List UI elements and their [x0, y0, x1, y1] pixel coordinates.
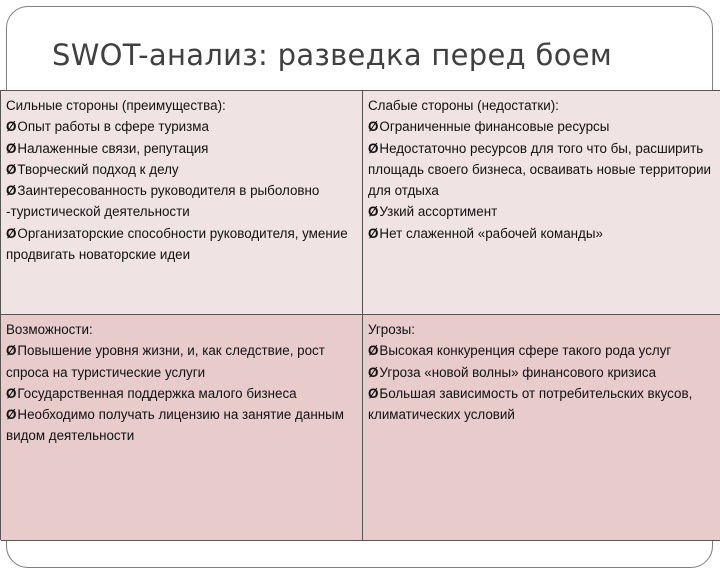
arrow-bullet-icon: Ø: [368, 343, 379, 359]
strength-item: ØОрганизаторские способности руководителя, умение продвигать новаторские идеи: [6, 225, 348, 263]
arrow-bullet-icon: Ø: [368, 385, 379, 401]
strength-item: ØТворческий подход к делу: [6, 161, 179, 177]
opportunity-item: ØПовышение уровня жизни, и, как следствие, рост спроса на туристические услуги: [6, 343, 325, 380]
arrow-bullet-icon: Ø: [368, 204, 379, 220]
threats-heading: Угрозы:: [368, 322, 416, 337]
weaknesses-cell: [363, 91, 720, 315]
opportunity-item: ØНеобходимо получать лицензию на занятие данным видом деятельности: [6, 407, 344, 444]
threat-item: ØВысокая конкуренция сфере такого рода услуг: [368, 343, 672, 359]
arrow-bullet-icon: Ø: [368, 140, 379, 156]
weakness-item: ØНет слаженной «рабочей команды»: [368, 225, 603, 241]
swot-table: [0, 90, 720, 540]
arrow-bullet-icon: Ø: [6, 385, 17, 401]
weakness-item: ØНедостаточно ресурсов для того что бы, расширить площадь своего бизнеса, осваивать новые территории для отдыха: [368, 140, 712, 199]
strengths-cell: [1, 91, 363, 315]
strength-item: ØОпыт работы в сфере туризма: [6, 119, 209, 135]
threat-item: ØУгроза «новой волны» финансового кризиса: [368, 364, 657, 380]
arrow-bullet-icon: Ø: [368, 119, 379, 135]
arrow-bullet-icon: Ø: [6, 183, 17, 199]
threats-cell: [363, 315, 720, 541]
strengths-heading: Сильные стороны (преимущества):: [6, 98, 226, 113]
arrow-bullet-icon: Ø: [6, 140, 17, 156]
opportunities-heading: Возможности:: [6, 322, 93, 337]
arrow-bullet-icon: Ø: [6, 343, 17, 359]
strength-item: ØНалаженные связи, репутация: [6, 140, 209, 156]
slide-title: SWOT-анализ: разведка перед боем: [52, 38, 613, 72]
arrow-bullet-icon: Ø: [6, 161, 17, 177]
arrow-bullet-icon: Ø: [6, 225, 17, 241]
weakness-item: ØУзкий ассортимент: [368, 204, 498, 220]
arrow-bullet-icon: Ø: [368, 364, 379, 380]
threat-item: ØБольшая зависимость от потребительских вкусов, климатических условий: [368, 385, 693, 423]
arrow-bullet-icon: Ø: [6, 119, 17, 135]
arrow-bullet-icon: Ø: [368, 225, 379, 241]
opportunities-cell: [1, 315, 363, 541]
arrow-bullet-icon: Ø: [6, 407, 17, 423]
weakness-item: ØОграниченные финансовые ресурсы: [368, 119, 610, 135]
opportunity-item: ØГосударственная поддержка малого бизнеса: [6, 385, 297, 401]
strength-item: ØЗаинтересованность руководителя в рыболовно -туристической деятельности: [6, 183, 320, 220]
weaknesses-heading: Слабые стороны (недостатки):: [368, 98, 559, 113]
